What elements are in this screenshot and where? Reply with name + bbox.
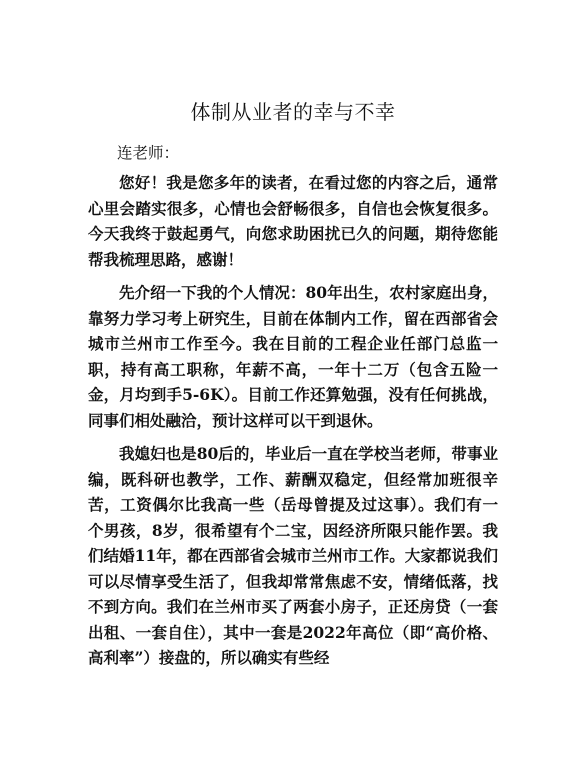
paragraph-personal-info: 先介绍一下我的个人情况：80年出生，农村家庭出身，靠努力学习考上研究生，目前在体制内工作，留在西部省会城市兰州市工作至今。我在目前的工程企业任部门总监一职，持有高工职称，年薪不高，一年十二万（包含五险一金，月均到手5-6K）。目前工作还算勉强，没有任何挑战，同事们相处融洽，预计这样可以干到退休。 (88, 283, 498, 430)
letter-body (88, 170, 498, 679)
letter-greeting: 连老师： (117, 144, 180, 162)
paragraph-family: 我媳妇也是80后的，毕业后一直在学校当老师，带事业编，既科研也教学，工作、薪酬双稳定，但经常加班很辛苦，工资偶尔比我高一些（岳母曾提及过这事）。我们有一个男孩，8岁，很希望有个二宝，因经济所限只能作罢。我们结婚11年，都在西部省会城市兰州市工作。大家都说我们可以尽情享受生活了，但我却常常焦虑不安，情绪低落，找不到方向。我们在兰州市买了两套小房子，正还房贷（一套出租、一套自住），其中一套是2022年高位（即“高价格、高利率”）接盘的，所以确实有些经 (88, 444, 498, 667)
article-title: 体制从业者的幸与不幸 (190, 100, 396, 124)
paragraph-intro: 您好！我是您多年的读者，在看过您的内容之后，通常心里会踏实很多，心情也会舒畅很多，自信也会恢复很多。今天我终于鼓起勇气，向您求助困扰已久的问题，期待您能帮我梳理思路，感谢！ (88, 173, 498, 269)
